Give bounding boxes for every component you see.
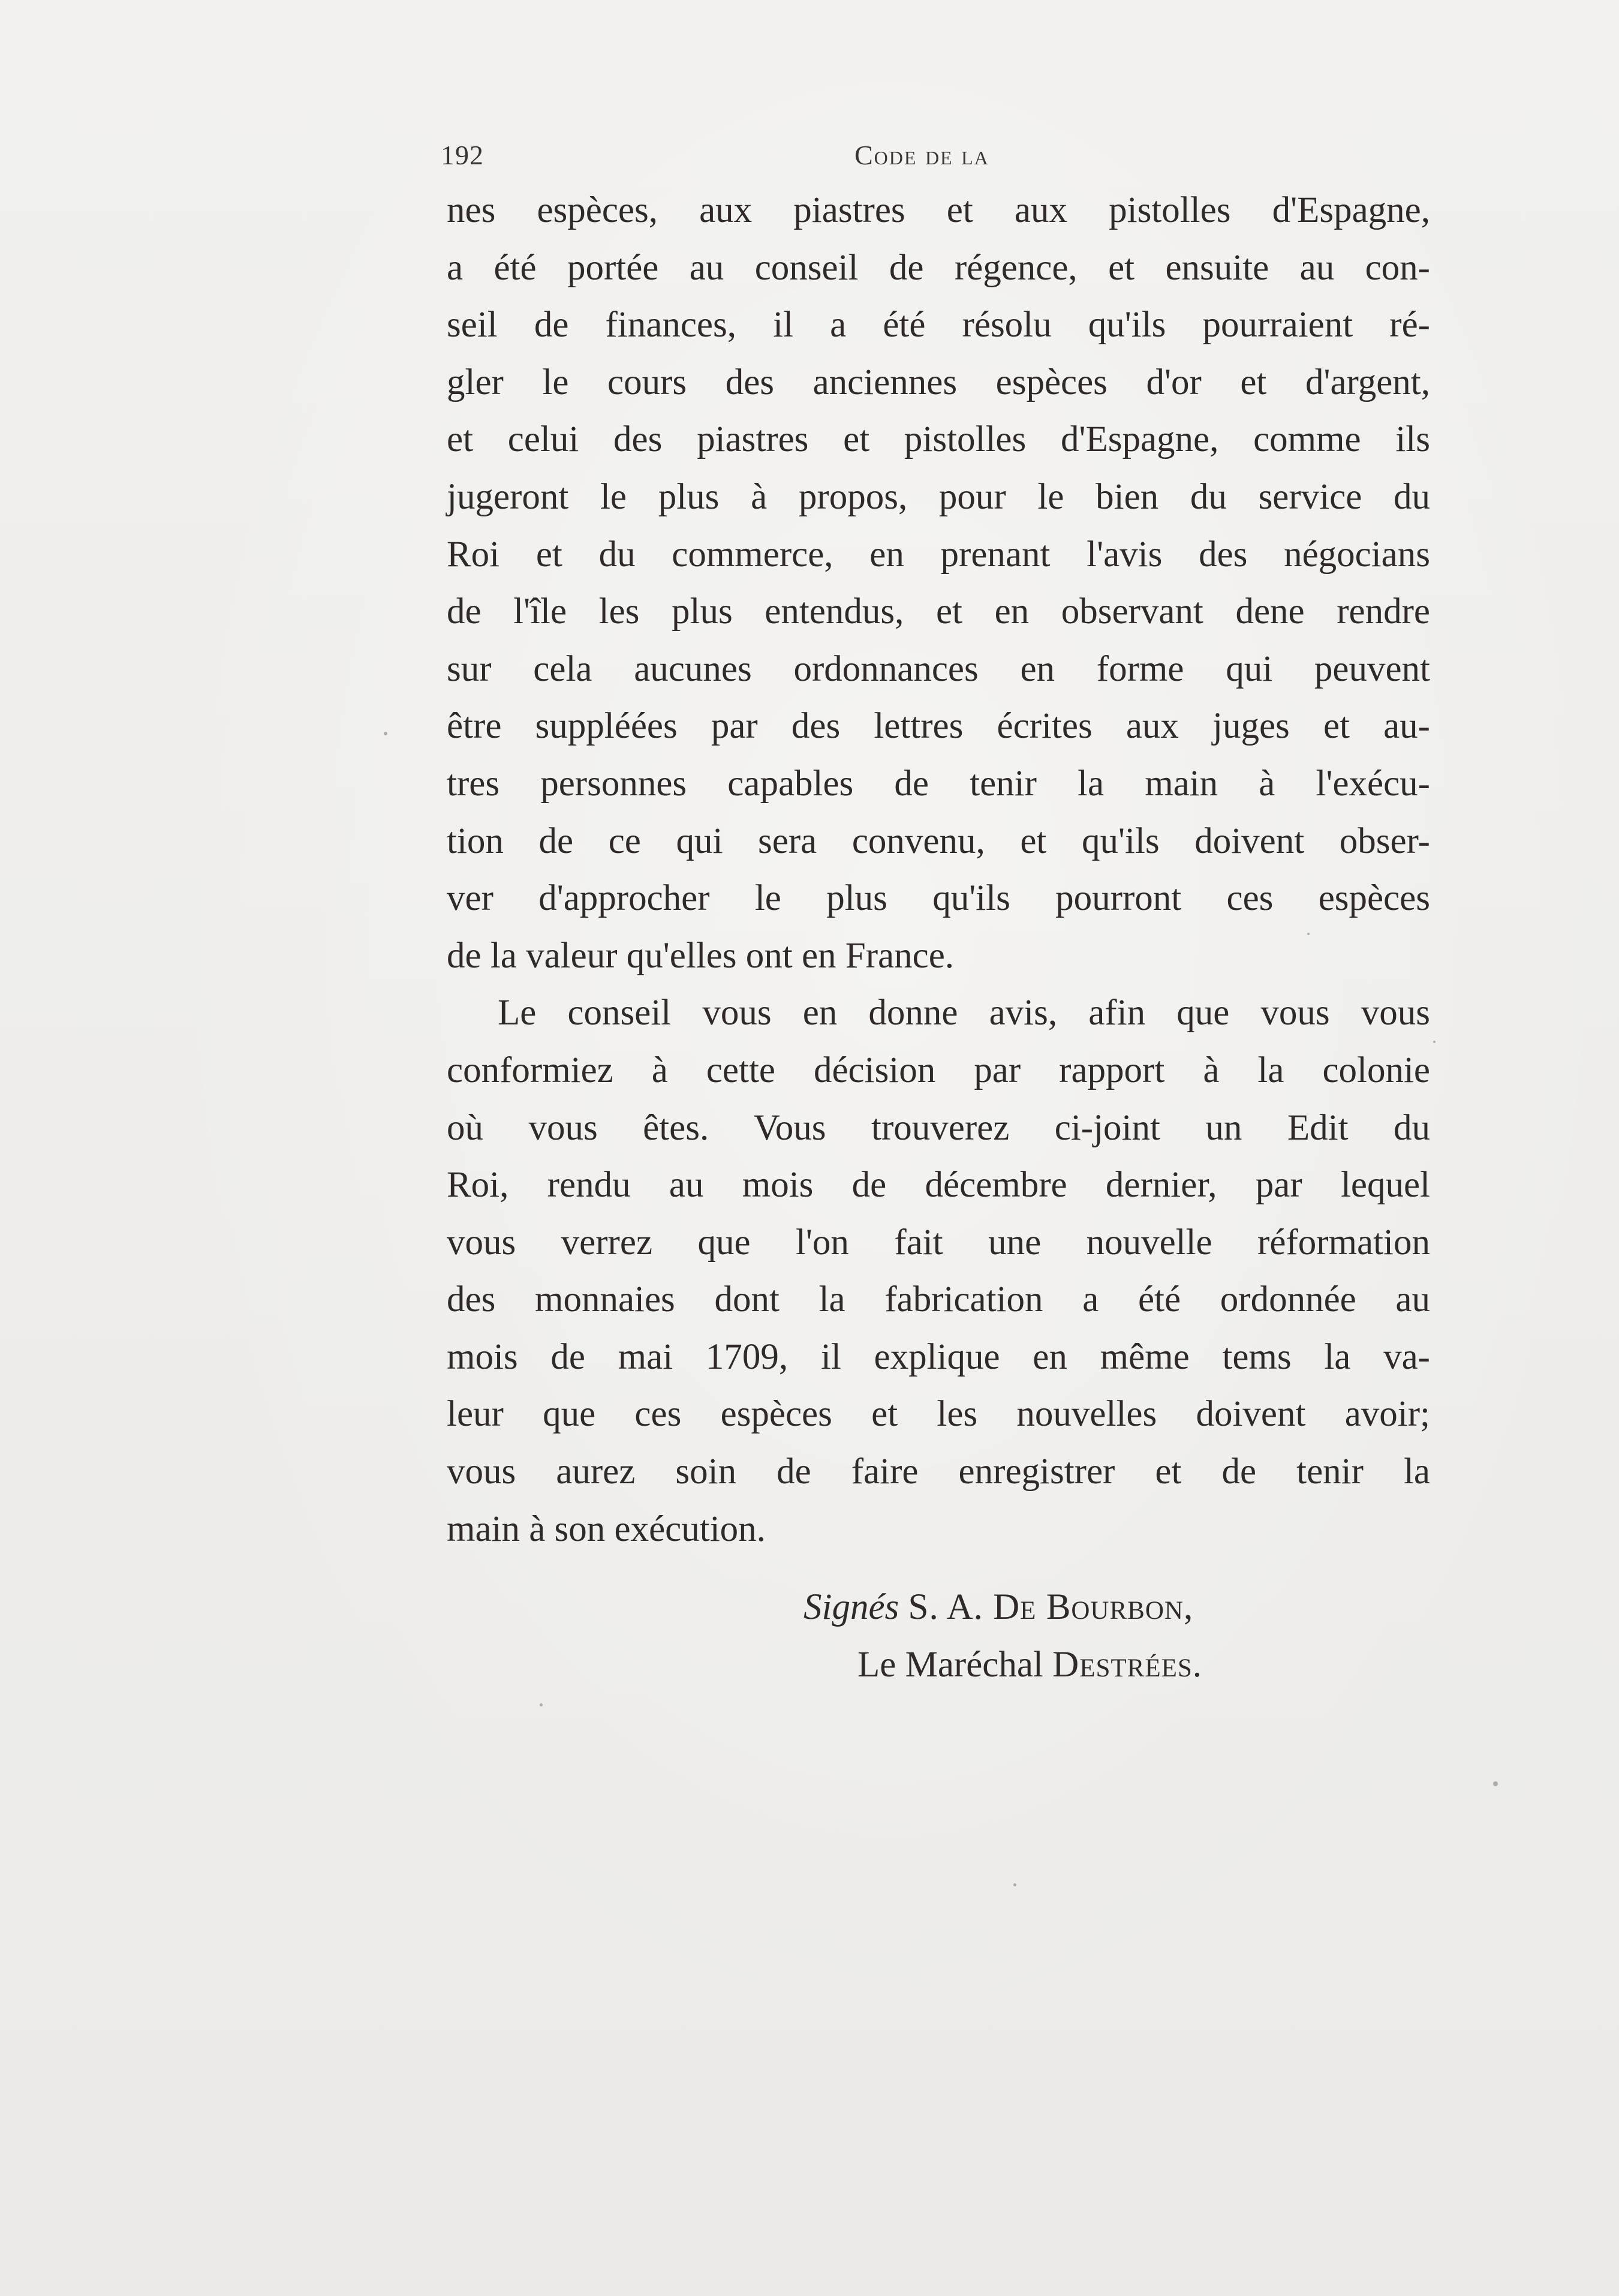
text-line: conformiez à cette décision par rapport à la colonie [447,1050,1430,1090]
text-line: et celui des piastres et pistolles d'Espagne, comme ils [447,419,1430,460]
paper-speck [1433,1041,1436,1043]
text-line: vous aurez soin de faire enregistrer et de tenir la [447,1451,1430,1492]
text-line: jugeront le plus à propos, pour le bien du service du [447,476,1430,517]
text-line: tion de ce qui sera convenu, et qu'ils doivent obser- [447,821,1430,861]
text-line: tres personnes capables de tenir la main à l'exécu- [447,763,1430,804]
text-line: de l'île les plus entendus, et en observant dene rendre [447,591,1430,632]
page-header [441,139,1430,175]
signatory-title: Le Maréchal [857,1645,1053,1685]
text-line: sur cela aucunes ordonnances en forme qui peuvent [447,648,1430,689]
text-line: nes espèces, aux piastres et aux pistolles d'Espagne, [447,190,1430,230]
signed-label: Signés [804,1587,899,1627]
signatory-bourbon: S. A. De Bourbon, [908,1587,1194,1627]
text-line: Roi et du commerce, en prenant l'avis des négocians [447,534,1430,575]
paper-speck [1013,1883,1016,1886]
paper-speck [384,732,387,735]
text-line: mois de mai 1709, il explique en même tems la va- [447,1336,1430,1377]
body-text [447,182,1430,1558]
text-line: des monnaies dont la fabrication a été ordonnée au [447,1279,1430,1320]
text-line: seil de finances, il a été résolu qu'ils pourraient ré- [447,305,1430,345]
text-line: de la valeur qu'elles ont en France. [447,935,955,976]
signature-block [780,1579,1379,1694]
signature-line-2 [780,1636,1379,1694]
paragraph-1 [447,182,1430,984]
paper-speck [1307,933,1310,935]
text-line: a été portée au conseil de régence, et ensuite au con- [447,247,1430,288]
paper-speck [1493,1781,1498,1786]
page-number: 192 [441,140,484,170]
text-line: leur que ces espèces et les nouvelles doivent avoir; [447,1394,1430,1435]
text-line: ver d'approcher le plus qu'ils pourront ces espèces [447,878,1430,919]
paragraph-2 [447,984,1430,1558]
running-head: Code de la [854,140,989,170]
text-line: être suppléées par des lettres écrites aux juges et au- [447,706,1430,747]
text-line: main à son exécution. [447,1508,766,1549]
signatory-destrees: Destrées. [1052,1645,1203,1685]
paper-speck [540,1703,543,1706]
text-line: Le conseil vous en donne avis, afin que vous vous [498,993,1430,1033]
text-line: Roi, rendu au mois de décembre dernier, par lequel [447,1165,1430,1206]
text-line: où vous êtes. Vous trouverez ci-joint un Edit du [447,1107,1430,1148]
signature-line-1 [780,1579,1379,1636]
text-line: gler le cours des anciennes espèces d'or et d'argent, [447,362,1430,402]
text-line: vous verrez que l'on fait une nouvelle réformation [447,1222,1430,1263]
